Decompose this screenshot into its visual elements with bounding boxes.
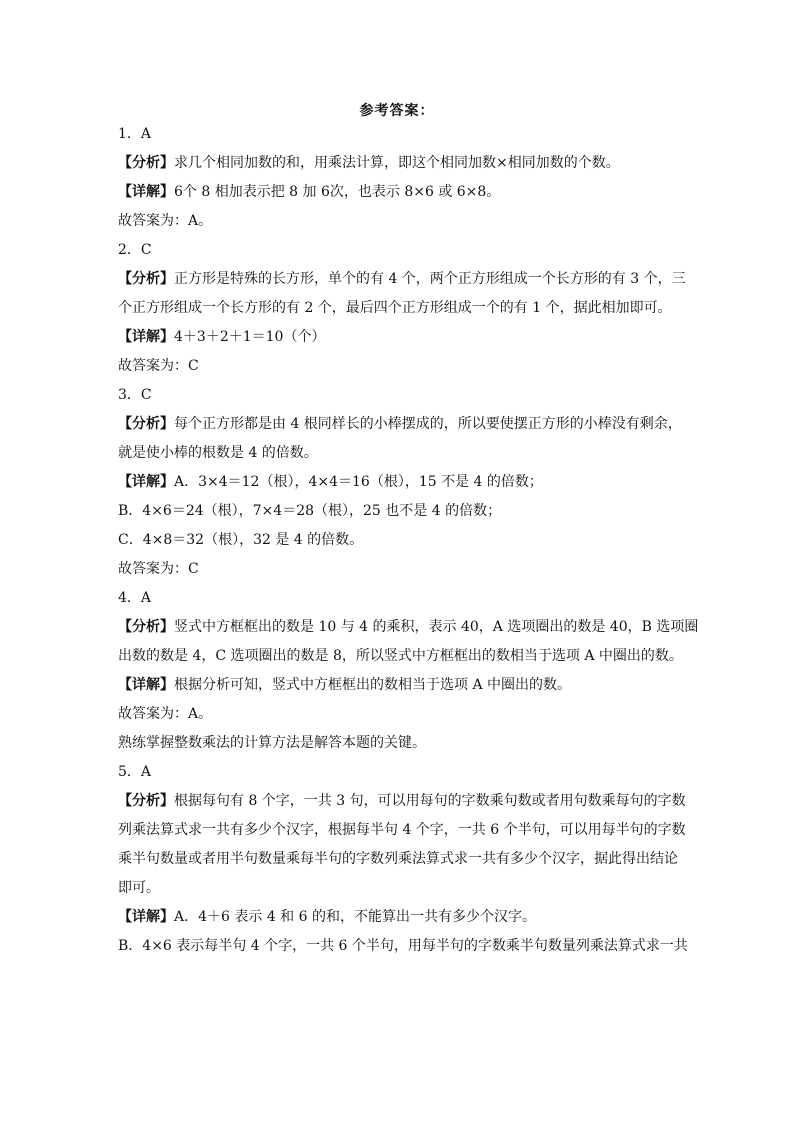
detail-option-b: B．4×6＝24（根），7×4＝28（根），25 也不是 4 的倍数； (118, 503, 502, 519)
analysis-line (118, 787, 686, 816)
analysis-line (118, 149, 680, 178)
detail-text: A．4＋6 表示 4 和 6 的和，不能算出一共有多少个汉字。 (174, 909, 536, 925)
detail-line (118, 323, 680, 352)
page-title: 参考答案： (359, 103, 435, 119)
analysis-line-continued: 即可。 (118, 880, 160, 896)
analysis-tag: 【分析】 (118, 271, 174, 287)
detail-tag: 【详解】 (118, 677, 174, 693)
detail-option-c: C．4×8＝32（根），32 是 4 的倍数。 (118, 532, 364, 548)
analysis-text: 求几个相同加数的和，用乘法计算，即这个相同加数×相同加数的个数。 (174, 155, 620, 171)
analysis-tag: 【分析】 (118, 416, 174, 432)
analysis-line (118, 265, 686, 294)
answer-number: 1．A (118, 126, 152, 142)
answer-number: 3．C (118, 387, 152, 403)
detail-text: 4＋3＋2＋1＝10（个） (174, 329, 326, 345)
analysis-line-continued: 个正方形组成一个长方形的有 2 个，最后四个正方形组成一个的有 1 个，据此相加即可。 (118, 300, 672, 316)
analysis-tag: 【分析】 (118, 155, 174, 171)
note-line: 熟练掌握整数乘法的计算方法是解答本题的关键。 (118, 735, 426, 751)
detail-text: 6个 8 相加表示把 8 加 6次，也表示 8×6 或 6×8。 (174, 184, 501, 200)
analysis-line (118, 410, 680, 439)
analysis-line-continued: 乘半句数量或者用半句数量乘每半句的字数列乘法算式求一共有多少个汉字，据此得出结论 (118, 851, 678, 867)
analysis-line-continued: 列乘法算式求一共有多少个汉字，根据每半句 4 个字，一共 6 个半句，可以用每半句的字数 (118, 822, 686, 838)
detail-line (118, 468, 680, 497)
analysis-line-continued: 出数的数是 4，C 选项圈出的数是 8，所以竖式中方框框出的数相当于选项 A 中圈出的数。 (118, 648, 683, 664)
conclusion-line: 故答案为：A。 (118, 213, 213, 229)
detail-line (118, 178, 680, 207)
conclusion-line: 故答案为：C (118, 561, 199, 577)
analysis-text: 每个正方形都是由 4 根同样长的小棒摆成的，所以要使摆正方形的小棒没有剩余， (174, 416, 682, 432)
answer-number: 2．C (118, 242, 152, 258)
detail-text: 根据分析可知，竖式中方框框出的数相当于选项 A 中圈出的数。 (174, 677, 572, 693)
analysis-text: 竖式中方框框出的数是 10 与 4 的乘积，表示 40，A 选项圈出的数是 40，B 选项圈 (174, 619, 699, 635)
conclusion-line: 故答案为：A。 (118, 706, 213, 722)
answer-number: 5．A (118, 764, 152, 780)
analysis-text: 根据每句有 8 个字，一共 3 句，可以用每句的字数乘句数或者用句数乘每句的字数 (174, 793, 686, 809)
analysis-tag: 【分析】 (118, 619, 174, 635)
analysis-line (118, 613, 699, 642)
detail-option-b: B．4×6 表示每半句 4 个字，一共 6 个半句，用每半句的字数乘半句数量列乘法算式求一共 (118, 938, 688, 954)
detail-tag: 【详解】 (118, 329, 174, 345)
answer-number: 4．A (118, 590, 152, 606)
detail-text: A．3×4＝12（根），4×4＝16（根），15 不是 4 的倍数； (174, 474, 543, 490)
analysis-text: 正方形是特殊的长方形，单个的有 4 个，两个正方形组成一个长方形的有 3 个，三 (174, 271, 686, 287)
detail-tag: 【详解】 (118, 909, 174, 925)
detail-tag: 【详解】 (118, 184, 174, 200)
conclusion-line: 故答案为：C (118, 358, 199, 374)
analysis-line-continued: 就是使小棒的根数是 4 的倍数。 (118, 445, 318, 461)
answer-content (118, 120, 699, 961)
detail-tag: 【详解】 (118, 474, 174, 490)
analysis-tag: 【分析】 (118, 793, 174, 809)
detail-line (118, 671, 680, 700)
detail-line (118, 903, 680, 932)
